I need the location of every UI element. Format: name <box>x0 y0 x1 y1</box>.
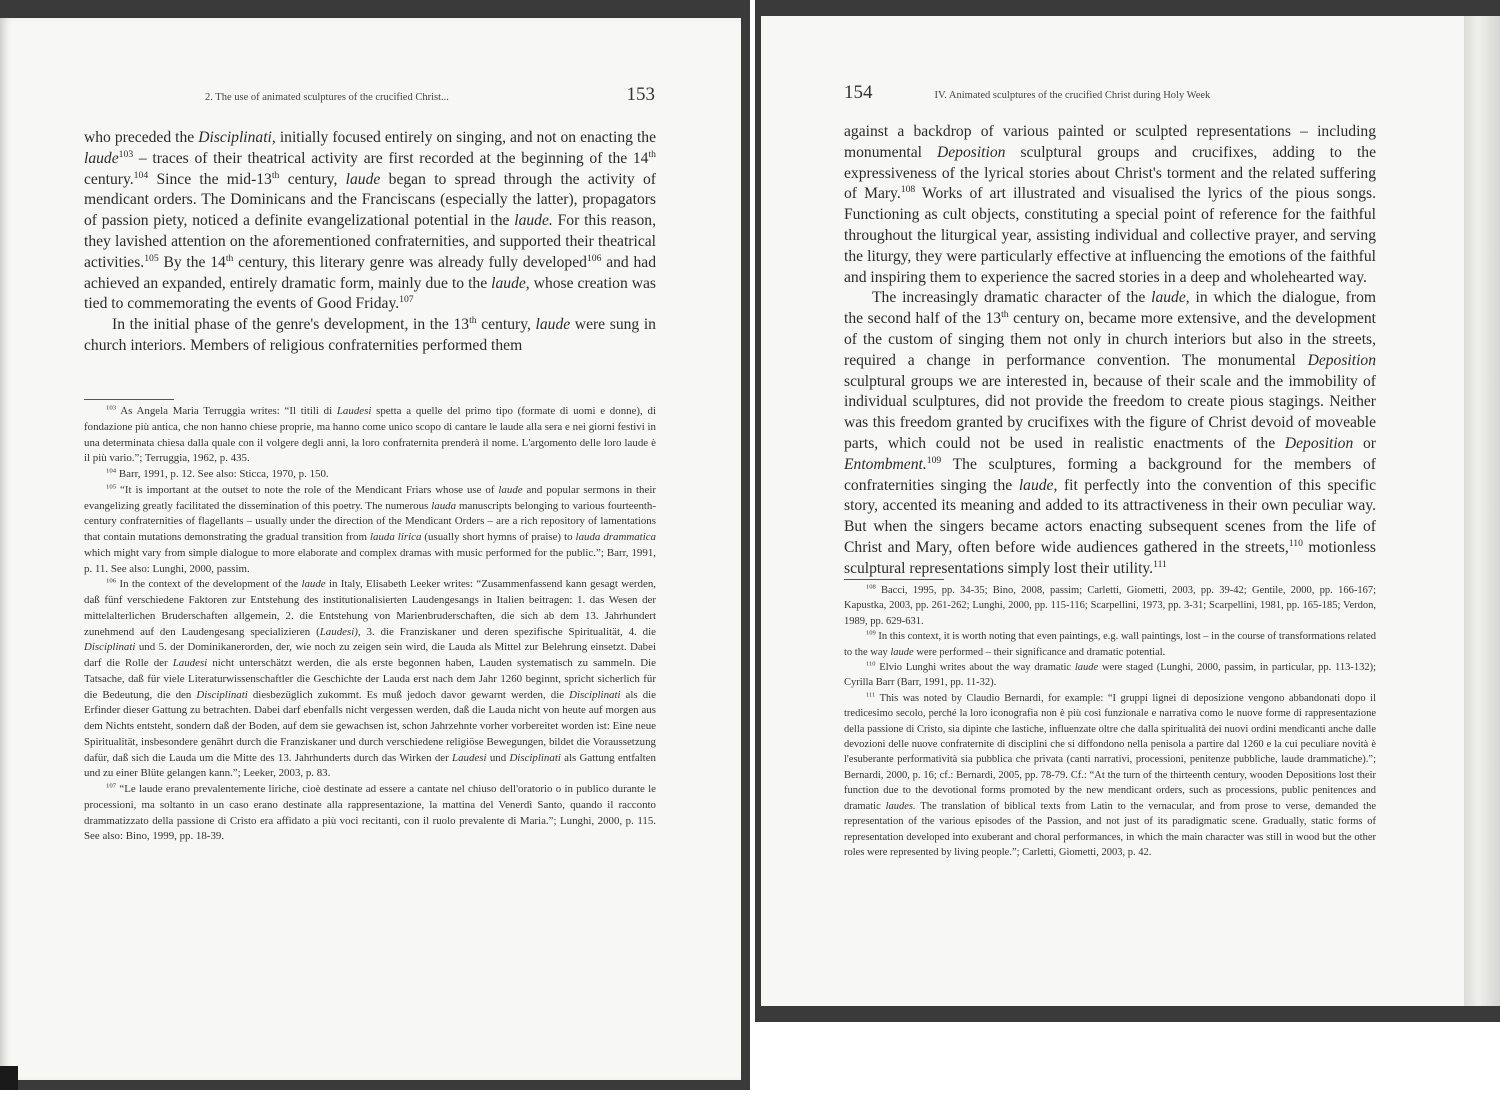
left-running-head-title: 2. The use of animated sculptures of the crucified Christ... <box>205 92 449 103</box>
left-page <box>0 0 750 1090</box>
right-footnotes: $^{108}$ Bacci, 1995, pp. 34-35; Bino, 2008, passim; Carletti, Giometti, 2003, pp. 39-42; Gentile, 2000, pp. 166-167; Kapustka, 2003, pp. 261-262; Lunghi, 2000, pp. 115-116; Scarpellini, 1973, pp. 3-31; Scarpellini, 1981, pp. 165-185; Verdon, 1989, pp. 629-631. $^{109}$ In this context, it is worth noting that even paintings, e.g. wall paintings, lost – in the course of transformations related to the way laude were performed – their significance and dramatic potential. $^{110}$ Elvio Lunghi writes about the way dramatic laude were staged (Lunghi, 2000, passim, in particular, pp. 113-132); Cyrilla Barr (Barr, 1991, pp. 11-32). $^{111}$ This was noted by Claudio Bernardi, for example: “I gruppi lignei di deposizione vengono abbandonati dopo il tredicesimo secolo, perché la loro iconografia non è più così funzionale e narrativa como le nuove forme di rappresentazione della passione di Cristo, sia dipinte che lastiche, influenzate oltre che dalla spiritualità dei nuovi ordini mendicanti anche dalle devozioni delle nuove confraternite di disciplini che si diffondono nella penisola a partire dal 1260 e la cui peculiare novità è l'esuberante performatività sia pubblica che privata (canti narrativi, processioni, penitenze pubbliche, laude drammatiche).”; Bernardi, 2000, p. 16; cf.: Bernardi, 2005, pp. 78-79. Cf.: “At the turn of the thirteenth century, wooden Depositions lost their function due to the devotional forms promoted by the new mendicant orders, such as processions, public penitences and dramatic laudes. The translation of biblical texts from Latin to the vernacular, and from prose to verse, demanded the representation of the various episodes of the Passion, and not just of its paradigmatic scene. Gradually, static forms of representation developed into exuberant and choral performances, in which the main character was still in wood but the other roles were represented by living people.”; Carletti, Giometti, 2003, p. 42. <box>844 583 1376 858</box>
left-page-number: 153 <box>626 84 655 105</box>
next-page-edge <box>1464 0 1500 1022</box>
right-footnote-rule <box>844 579 944 580</box>
right-page <box>755 0 1500 1022</box>
left-body-text: who preceded the Disciplinati, initially focused entirely on singing, and not on enacting the laude$^{103}$ – traces of their theatrical activity are first recorded at the beginning of the 14th century.$^{104}$ Since the mid-13th century, laude began to spread through the activity of mendicant orders. The Dominicans and the Franciscans (especially the latter), propagators of passion piety, noticed a definite evangelizational potential in the laude. For this reason, they lavished attention on the aforementioned confraternities, and supported their theatrical activities.$^{105}$ By the 14th century, this literary genre was already fully developed$^{106}$ and had achieved an expanded, entirely dramatic form, mainly due to the laude, whose creation was tied to commemorating the events of Good Friday.$^{107}$ In the initial phase of the genre's development, in the 13th century, laude were sung in church interiors. Members of religious confraternities performed them <box>84 129 656 354</box>
right-page-number: 154 <box>844 82 873 103</box>
left-footnotes: $^{103}$ As Angela Maria Terruggia writes: “Il titili di Laudesi spetta a quelle del primo tipo (formate di uomi e donne), di fondazione più antica, che non hanno chiese proprie, ma hanno come unico scopo di cantare le laude alla sera e nei giorni festivi in una determinata chiesa dalla quale con il volgere degli anni, la loro confraternita prenderà il nome. L'argomento delle loro laude è il più vario.”; Terruggia, 1962, p. 435. $^{104}$ Barr, 1991, p. 12. See also: Sticca, 1970, p. 150. $^{105}$ “It is important at the outset to note the role of the Mendicant Friars whose use of laude and popular sermons in their evangelizing greatly facilitated the dissemination of this poetry. The numerous lauda manuscripts belonging to various fourteenth-century confraternities of flagellants – usually under the direction of the Mendicant Orders – are a rich repository of lamentations that contain mutations demonstrating the gradual transition from lauda lirica (usually short hymns of praise) to lauda drammatica which might vary from simple dialogue to more elaborate and complex dramas with music performed for the public.”; Barr, 1991, p. 11. See also: Lunghi, 2000, passim. $^{106}$ In the context of the development of the laude in Italy, Elisabeth Leeker writes: “Zusammenfassend kann gesagt werden, daß fünf verschiedene Faktoren zur Entstehung des institutionalisierten Laudengesangs in Italien beitragen: 1. das Wesen der mittelalterlichen Bruderschaften allgemein, 2. die Entstehung von Marienbruderschaften, die sich ab dem 13. Jahrhundert zunehmend auf den Laudengesang specializieren (Laudesi), 3. die Franziskaner und deren spezifische Spiritualität, 4. die Disciplinati und 5. der Dominikanerorden, der, wie noch zu zeigen sein wird, die Lauda als Mittel zur Belehrung einsetzt. Dabei darf die Rolle der Laudesi nicht unterschätzt werden, die als erste begonnen haben, Lauden systematisch zu sammeln. Die Tatsache, daß für viele Literaturwissenschaftler die Geschichte der Lauda erst nach dem Jahr 1260 beginnt, spricht sicherlich für die Bedeutung, die den Disciplinati diesbezüglich zukommt. Es muß jedoch davor gewarnt werden, die Disciplinati als die Erfinder dieser Gattung zu betrachten. Dabei darf ebenfalls nicht vergessen werden, daß die Lauda nicht von heute auf morgen aus dem Nichts entsteht, sondern daß der Boden, auf dem sie gewachsen ist, schon Jahrzehnte vorher vorbereitet worden ist: Eine neue Spiritualität, insbesondere genährt durch die Franziskaner und durch verschiedene religiöse Bewegungen, bildet die Voraussetzung dafür, daß sich die Lauda um die Mitte des 13. Jahrhunderts durch das Wirken der Laudesi und Disciplinati als Gattung entfalten und zu einer Blüte gelangen kann.”; Leeker, 2003, p. 83. $^{107}$ “Le laude erano prevalentemente liriche, cioè destinate ad essere a cantate nel chiuso dell'oratorio o in publico durante le processioni, ma soltanto in un caso erano destinate alla rappresentazione, la mattina del Venerdì Santo, quando il racconto drammatizzato della passione di Cristo era affidato a più voci recitanti, con il ruolo prevalente di Maria.”; Lunghi, 2000, p. 115. See also: Bino, 1999, pp. 18-39. <box>84 404 656 843</box>
right-running-head-title: IV. Animated sculptures of the crucified Christ during Holy Week <box>934 90 1211 101</box>
left-footnote-rule <box>84 399 174 400</box>
left-running-head <box>205 84 655 110</box>
right-running-head <box>844 82 1364 108</box>
right-body-text: against a backdrop of various painted or sculpted representations – including monumental Deposition sculptural groups and crucifixes, adding to the expressiveness of the lyrical stories about Christ's torment and the related suffering of Mary.$^{108}$ Works of art illustrated and visualised the lyrics of the pious songs. Functioning as cult objects, constituting a special point of reference for the faithful throughout the liturgical year, assisting individual and collective prayer, and serving the liturgy, they were particularly effective at influencing the emotions of the faithful and inspiring them to experience the sacred stories in a deep and wholehearted way. The increasingly dramatic character of the laude, in which the dialogue, from the second half of the 13th century on, became more extensive, and the development of the custom of singing them not only in church interiors but also in the streets, required a change in performance convention. The monumental Deposition sculptural groups we are interested in, because of their scale and the immobility of individual sculptures, did not provide the freedom to create pious stagings. Neither was this freedom granted by crucifixes with the figure of Christ devoid of moveable parts, which could not be used in realistic enactments of the Deposition or Entombment.$^{109}$ The sculptures, forming a background for the members of confraternities singing the laude, fit perfectly into the convention of this specific story, accented its meaning and added to its attractiveness in their own peculiar way. But when the singers became actors enacting subsequent scenes from the life of Christ and Mary, often before wide audiences gathered in the streets,$^{110}$ motionless sculptural representations simply lost their utility.$^{111}$ <box>844 123 1377 577</box>
